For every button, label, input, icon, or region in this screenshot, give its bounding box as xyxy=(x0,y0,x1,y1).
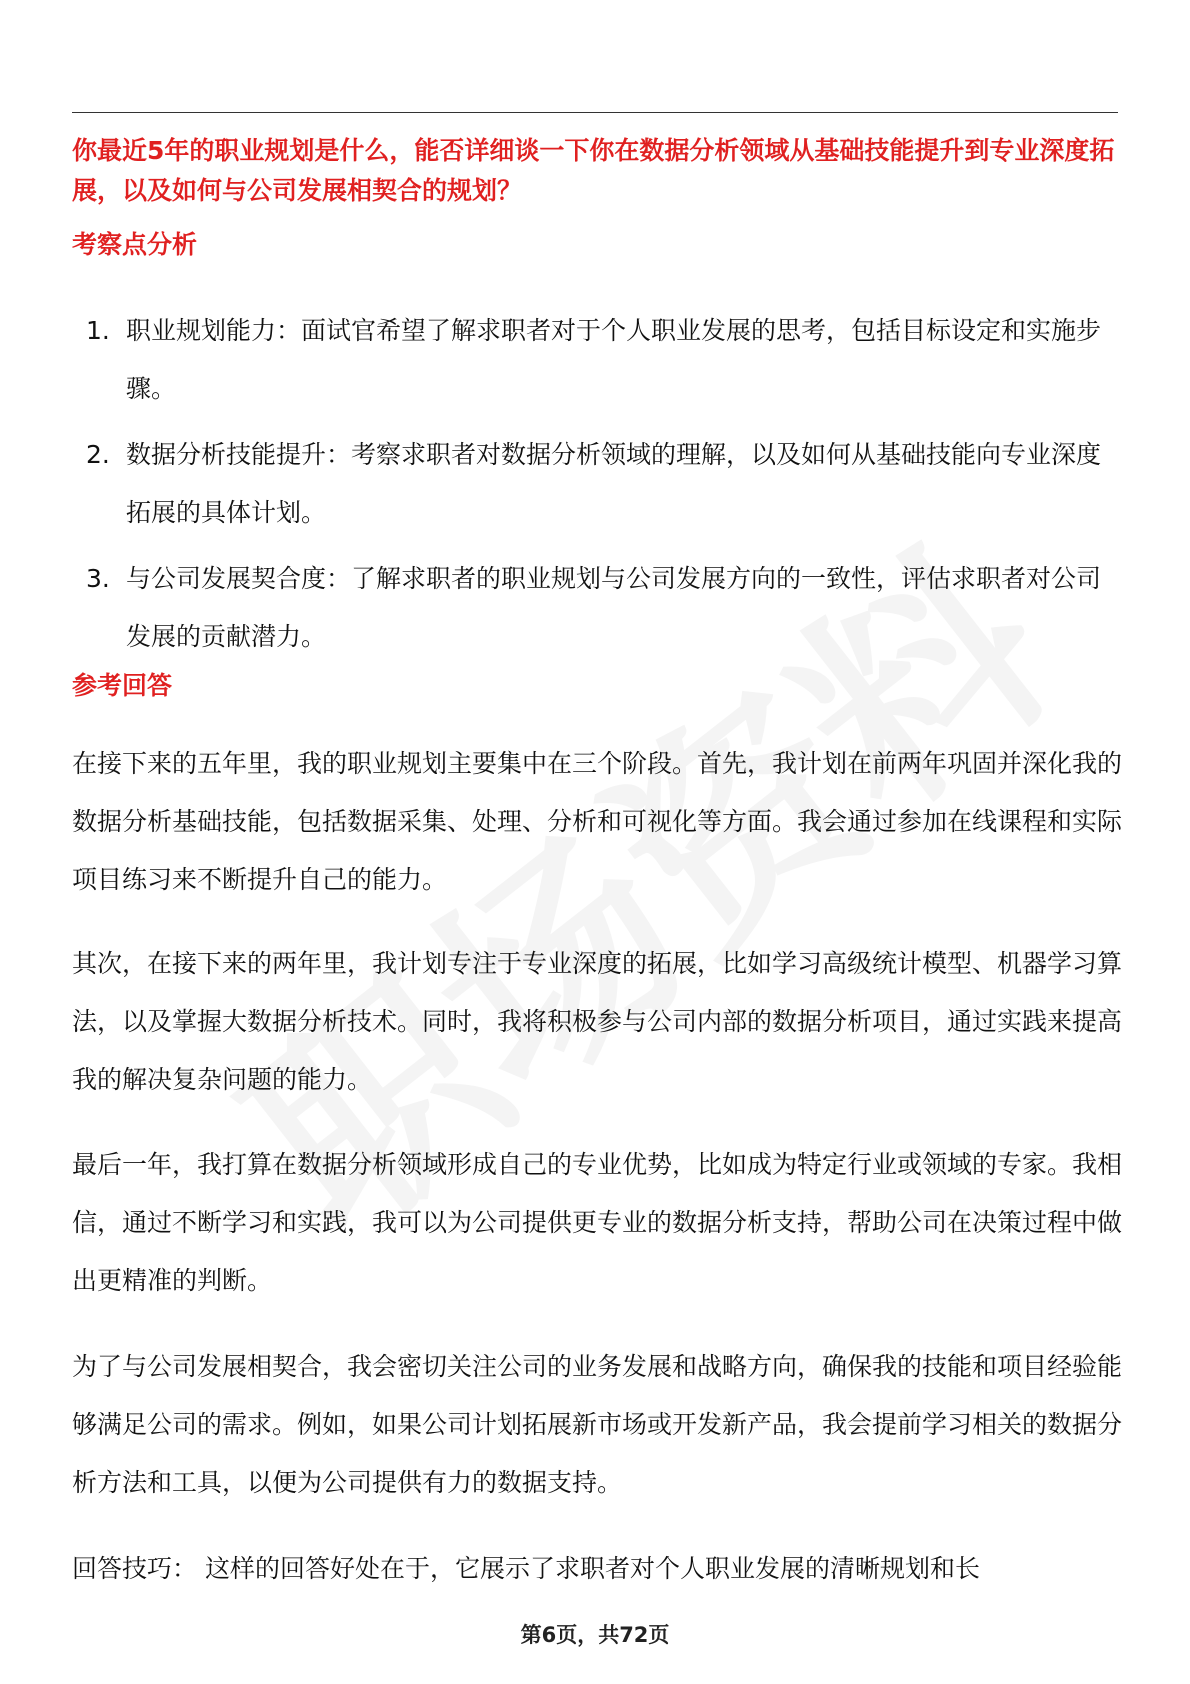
analysis-heading: 考察点分析 xyxy=(72,230,198,259)
analysis-point xyxy=(72,426,1122,542)
answer-paragraph: 其次，在接下来的两年里，我计划专注于专业深度的拓展，比如学习高级统计模型、机器学习算法，以及掌握大数据分析技术。同时，我将积极参与公司内部的数据分析项目，通过实践来提高我的解决复杂问题的能力。 xyxy=(72,949,1123,1094)
analysis-point xyxy=(72,302,1122,418)
point-text: 职业规划能力：面试官希望了解求职者对于个人职业发展的思考，包括目标设定和实施步骤。 xyxy=(126,316,1102,403)
answer-tips-paragraph: 回答技巧： 这样的回答好处在于，它展示了求职者对个人职业发展的清晰规划和长 xyxy=(72,1554,980,1583)
point-number: 1. xyxy=(86,316,110,345)
analysis-point xyxy=(72,550,1122,666)
analysis-points-list xyxy=(72,302,1122,674)
top-divider xyxy=(72,112,1118,113)
answer-paragraph: 最后一年，我打算在数据分析领域形成自己的专业优势，比如成为特定行业或领域的专家。我相信，通过不断学习和实践，我可以为公司提供更专业的数据分析支持，帮助公司在决策过程中做出更精准的判断。 xyxy=(72,1150,1123,1295)
point-text: 与公司发展契合度：了解求职者的职业规划与公司发展方向的一致性，评估求职者对公司发展的贡献潜力。 xyxy=(126,564,1102,651)
answer-heading: 参考回答 xyxy=(72,671,173,700)
interview-question: 你最近5年的职业规划是什么，能否详细谈一下你在数据分析领域从基础技能提升到专业深度拓展，以及如何与公司发展相契合的规划？ xyxy=(72,136,1115,205)
point-number: 3. xyxy=(86,564,110,593)
point-number: 2. xyxy=(86,440,110,469)
answer-paragraph: 在接下来的五年里，我的职业规划主要集中在三个阶段。首先，我计划在前两年巩固并深化我的数据分析基础技能，包括数据采集、处理、分析和可视化等方面。我会通过参加在线课程和实际项目练习来不断提升自己的能力。 xyxy=(72,749,1123,894)
answer-paragraph: 为了与公司发展相契合，我会密切关注公司的业务发展和战略方向，确保我的技能和项目经验能够满足公司的需求。例如，如果公司计划拓展新市场或开发新产品，我会提前学习相关的数据分析方法和工具，以便为公司提供有力的数据支持。 xyxy=(72,1352,1123,1497)
page-number: 第6页，共72页 xyxy=(520,1623,670,1647)
point-text: 数据分析技能提升：考察求职者对数据分析领域的理解，以及如何从基础技能向专业深度拓展的具体计划。 xyxy=(126,440,1102,527)
